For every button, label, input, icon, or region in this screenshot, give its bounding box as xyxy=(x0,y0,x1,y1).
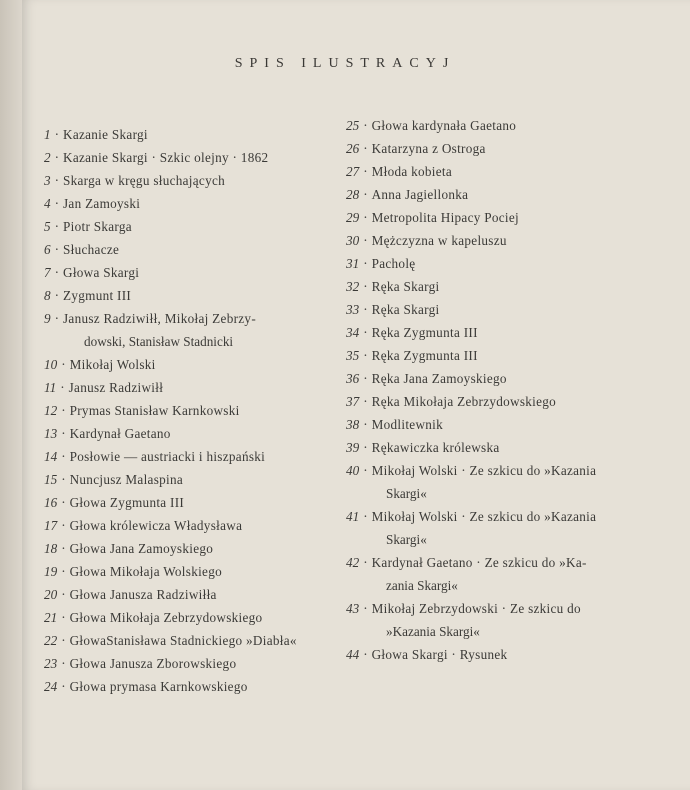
bullet-separator: · xyxy=(60,380,65,395)
entry-title: Głowa Janusza Radziwiłła xyxy=(69,587,217,602)
bullet-separator: · xyxy=(54,288,59,303)
list-item xyxy=(346,229,676,252)
entry-title: Głowa Zygmunta III xyxy=(69,495,185,510)
bullet-separator: · xyxy=(54,242,59,257)
bullet-separator: · xyxy=(61,610,66,625)
list-item xyxy=(346,551,676,597)
list-item xyxy=(44,261,344,284)
bullet-separator: · xyxy=(61,426,66,441)
entry-title-continuation: »Kazania Skargi« xyxy=(386,624,480,639)
entry-number: 41 xyxy=(346,509,360,524)
bullet-separator: · xyxy=(363,601,368,616)
list-item xyxy=(346,459,676,505)
entry-number: 9 xyxy=(44,311,51,326)
bullet-separator: · xyxy=(54,150,59,165)
list-item xyxy=(44,353,344,376)
bullet-separator: · xyxy=(363,164,368,179)
list-item xyxy=(346,160,676,183)
list-item xyxy=(44,422,344,445)
list-item xyxy=(44,560,344,583)
list-item xyxy=(44,537,344,560)
entry-title: Ręka Skargi xyxy=(371,279,440,294)
bullet-separator: · xyxy=(363,417,368,432)
entry-title: Mężczyzna w kapeluszu xyxy=(371,233,507,248)
bullet-separator: · xyxy=(363,302,368,317)
bullet-separator: · xyxy=(61,495,66,510)
bullet-separator: · xyxy=(363,210,368,225)
list-item xyxy=(44,629,344,652)
bullet-separator: · xyxy=(363,647,368,662)
entry-number: 5 xyxy=(44,219,51,234)
entry-number: 35 xyxy=(346,348,360,363)
entry-title: Metropolita Hipacy Pociej xyxy=(371,210,519,225)
page-title: SPIS ILUSTRACYJ xyxy=(234,56,456,71)
list-item xyxy=(346,597,676,643)
entry-number: 31 xyxy=(346,256,360,271)
list-item xyxy=(44,399,344,422)
entry-title: Zygmunt III xyxy=(63,288,132,303)
entry-number: 19 xyxy=(44,564,58,579)
entry-title: Prymas Stanisław Karnkowski xyxy=(69,403,240,418)
entry-title: Katarzyna z Ostroga xyxy=(371,141,486,156)
list-item xyxy=(44,307,344,353)
entry-number: 29 xyxy=(346,210,360,225)
bullet-separator: · xyxy=(61,633,66,648)
list-item xyxy=(44,169,344,192)
entry-title: Skarga w kręgu słuchających xyxy=(63,173,226,188)
entry-number: 36 xyxy=(346,371,360,386)
list-item xyxy=(346,436,676,459)
list-item xyxy=(346,206,676,229)
entry-number: 13 xyxy=(44,426,58,441)
entry-number: 11 xyxy=(44,380,57,395)
bullet-separator: · xyxy=(61,518,66,533)
entry-number: 34 xyxy=(346,325,360,340)
entry-number: 40 xyxy=(346,463,360,478)
bullet-separator: · xyxy=(363,555,368,570)
entry-title: Nuncjusz Malaspina xyxy=(69,472,184,487)
bullet-separator: · xyxy=(54,173,59,188)
list-item xyxy=(346,321,676,344)
entry-number: 2 xyxy=(44,150,51,165)
bullet-separator: · xyxy=(363,187,368,202)
bullet-separator: · xyxy=(54,196,59,211)
entry-number: 23 xyxy=(44,656,58,671)
right-column xyxy=(346,114,676,666)
list-item xyxy=(346,413,676,436)
entry-number: 39 xyxy=(346,440,360,455)
bullet-separator: · xyxy=(363,509,368,524)
entry-number: 12 xyxy=(44,403,58,418)
bullet-separator: · xyxy=(61,357,66,372)
entry-number: 30 xyxy=(346,233,360,248)
list-item xyxy=(44,238,344,261)
bullet-separator: · xyxy=(61,403,66,418)
entry-number: 4 xyxy=(44,196,51,211)
entry-number: 21 xyxy=(44,610,58,625)
entry-title-continuation: dowski, Stanisław Stadnicki xyxy=(84,334,234,349)
entry-number: 22 xyxy=(44,633,58,648)
bullet-separator: · xyxy=(61,656,66,671)
bullet-separator: · xyxy=(363,440,368,455)
entry-number: 33 xyxy=(346,302,360,317)
list-item xyxy=(346,344,676,367)
entry-number: 1 xyxy=(44,127,51,142)
entry-number: 25 xyxy=(346,118,360,133)
entry-title: Kazanie Skargi xyxy=(63,127,148,142)
list-item xyxy=(44,215,344,238)
entry-title: Głowa prymasa Karnkowskiego xyxy=(69,679,248,694)
list-item xyxy=(346,252,676,275)
list-item xyxy=(346,643,676,666)
entry-title: Ręka Mikołaja Zebrzydowskiego xyxy=(371,394,557,409)
list-item xyxy=(44,192,344,215)
bullet-separator: · xyxy=(363,463,368,478)
entry-title: Janusz Radziwiłł xyxy=(68,380,164,395)
entry-title: Mikołaj Wolski · Ze szkicu do »Kazania xyxy=(371,463,597,478)
entry-title: Jan Zamoyski xyxy=(63,196,141,211)
list-item xyxy=(44,606,344,629)
entry-number: 3 xyxy=(44,173,51,188)
entry-title: Mikołaj Wolski xyxy=(69,357,156,372)
list-item xyxy=(44,514,344,537)
bullet-separator: · xyxy=(61,449,66,464)
entry-number: 18 xyxy=(44,541,58,556)
list-item xyxy=(346,183,676,206)
entry-title: Głowa królewicza Władysława xyxy=(69,518,243,533)
entry-title: Kazanie Skargi · Szkic olejny · 1862 xyxy=(63,150,269,165)
bullet-separator: · xyxy=(61,679,66,694)
bullet-separator: · xyxy=(363,325,368,340)
entry-title: Głowa Mikołaja Zebrzydowskiego xyxy=(69,610,263,625)
bullet-separator: · xyxy=(54,311,59,326)
entry-number: 8 xyxy=(44,288,51,303)
list-item xyxy=(346,114,676,137)
entry-number: 26 xyxy=(346,141,360,156)
bullet-separator: · xyxy=(363,233,368,248)
entry-number: 17 xyxy=(44,518,58,533)
entry-title: Kardynał Gaetano xyxy=(69,426,171,441)
bullet-separator: · xyxy=(61,472,66,487)
entry-number: 43 xyxy=(346,601,360,616)
entry-number: 28 xyxy=(346,187,360,202)
entry-number: 44 xyxy=(346,647,360,662)
entry-number: 10 xyxy=(44,357,58,372)
entry-number: 42 xyxy=(346,555,360,570)
bullet-separator: · xyxy=(54,127,59,142)
entry-title: Głowa Skargi · Rysunek xyxy=(371,647,508,662)
entry-title: Mikołaj Wolski · Ze szkicu do »Kazania xyxy=(371,509,597,524)
entry-number: 37 xyxy=(346,394,360,409)
list-item xyxy=(44,583,344,606)
bullet-separator: · xyxy=(363,371,368,386)
list-item xyxy=(44,376,344,399)
entry-title-continuation: Skargi« xyxy=(386,486,427,501)
entry-title: Rękawiczka królewska xyxy=(371,440,500,455)
entry-number: 15 xyxy=(44,472,58,487)
list-item xyxy=(44,675,344,698)
list-item xyxy=(346,367,676,390)
entry-title: Ręka Skargi xyxy=(371,302,440,317)
entry-number: 38 xyxy=(346,417,360,432)
bullet-separator: · xyxy=(363,141,368,156)
list-item xyxy=(44,146,344,169)
list-item xyxy=(346,390,676,413)
entry-title: Młoda kobieta xyxy=(371,164,453,179)
entry-title: Mikołaj Zebrzydowski · Ze szkicu do xyxy=(371,601,581,616)
entry-title: Ręka Jana Zamoyskiego xyxy=(371,371,507,386)
entry-number: 6 xyxy=(44,242,51,257)
entry-title-continuation: zania Skargi« xyxy=(386,578,458,593)
entry-title: GłowaStanisława Stadnickiego »Diabła« xyxy=(69,633,297,648)
entry-title: Anna Jagiellonka xyxy=(371,187,469,202)
entry-title: Głowa kardynała Gaetano xyxy=(371,118,517,133)
bullet-separator: · xyxy=(54,219,59,234)
entry-number: 24 xyxy=(44,679,58,694)
list-item xyxy=(44,284,344,307)
entry-number: 7 xyxy=(44,265,51,280)
list-item xyxy=(346,137,676,160)
list-item xyxy=(44,468,344,491)
entry-title: Posłowie — austriacki i hiszpański xyxy=(69,449,266,464)
bullet-separator: · xyxy=(363,118,368,133)
entry-number: 32 xyxy=(346,279,360,294)
entry-number: 14 xyxy=(44,449,58,464)
bullet-separator: · xyxy=(61,587,66,602)
bullet-separator: · xyxy=(61,541,66,556)
list-item xyxy=(346,505,676,551)
left-column xyxy=(44,123,344,698)
entry-title: Głowa Mikołaja Wolskiego xyxy=(69,564,222,579)
entry-title: Głowa Jana Zamoyskiego xyxy=(69,541,214,556)
bullet-separator: · xyxy=(61,564,66,579)
list-item xyxy=(44,491,344,514)
entry-number: 27 xyxy=(346,164,360,179)
entry-title: Słuchacze xyxy=(63,242,120,257)
list-item xyxy=(346,298,676,321)
list-item xyxy=(346,275,676,298)
page-gutter xyxy=(0,0,22,790)
list-item xyxy=(44,445,344,468)
bullet-separator: · xyxy=(363,348,368,363)
entry-title: Modlitewnik xyxy=(371,417,444,432)
entry-number: 16 xyxy=(44,495,58,510)
entry-title: Głowa Janusza Zborowskiego xyxy=(69,656,237,671)
bullet-separator: · xyxy=(54,265,59,280)
bullet-separator: · xyxy=(363,279,368,294)
entry-title: Piotr Skarga xyxy=(63,219,132,234)
entry-title-continuation: Skargi« xyxy=(386,532,427,547)
list-item xyxy=(44,123,344,146)
entry-title: Głowa Skargi xyxy=(63,265,140,280)
entry-title: Ręka Zygmunta III xyxy=(371,348,478,363)
bullet-separator: · xyxy=(363,256,368,271)
entry-number: 20 xyxy=(44,587,58,602)
entry-title: Janusz Radziwiłł, Mikołaj Zebrzy- xyxy=(63,311,257,326)
list-item xyxy=(44,652,344,675)
entry-title: Ręka Zygmunta III xyxy=(371,325,478,340)
entry-title: Kardynał Gaetano · Ze szkicu do »Ka- xyxy=(371,555,587,570)
entry-title: Pacholę xyxy=(371,256,416,271)
bullet-separator: · xyxy=(363,394,368,409)
